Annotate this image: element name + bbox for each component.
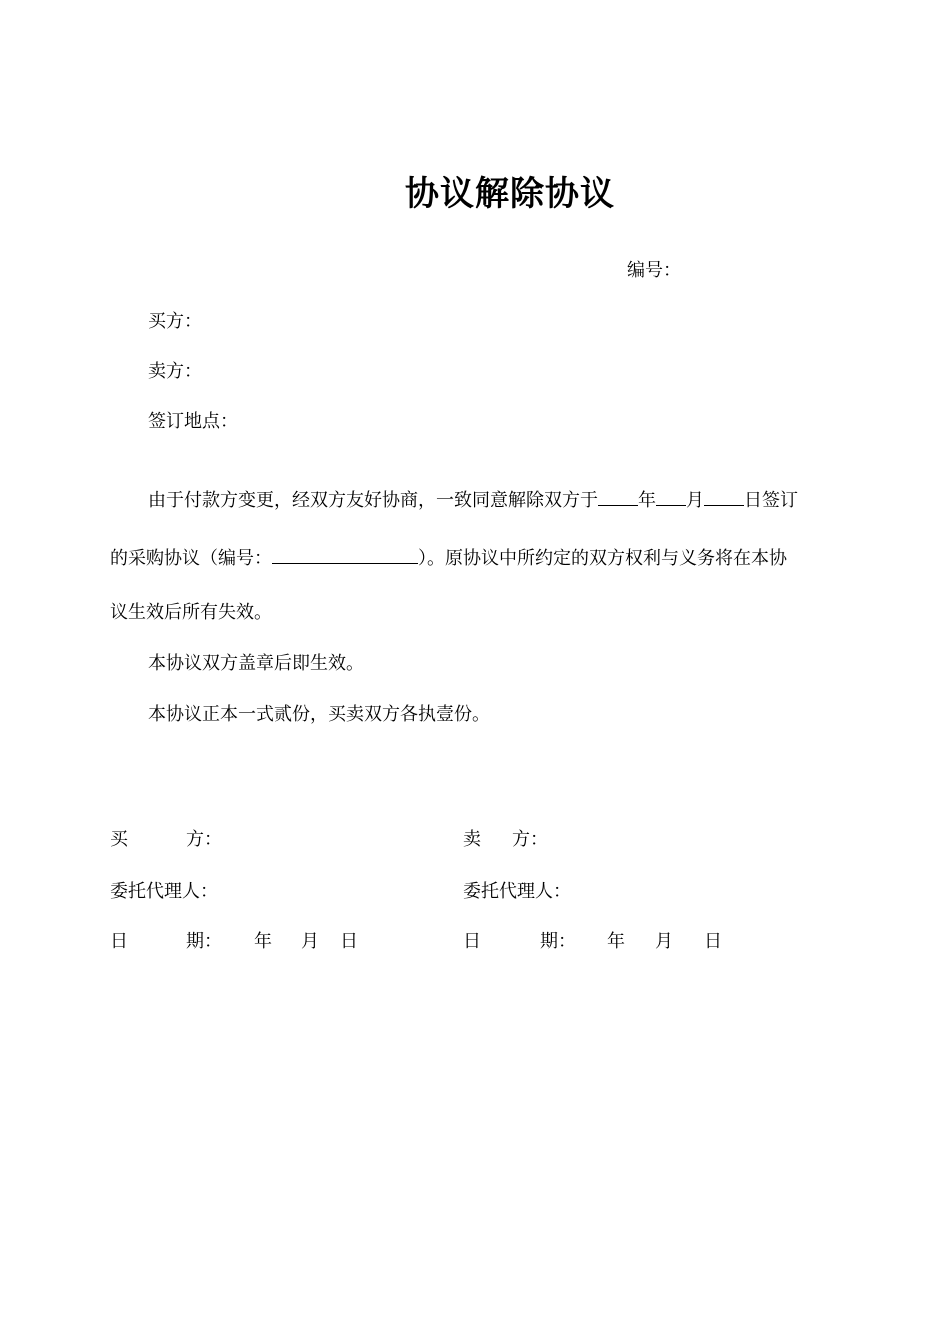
paragraph-1-text-a: 由于付款方变更，经双方友好协商，一致同意解除双方于 [148, 490, 598, 511]
buyer-label: 买方： [148, 311, 202, 332]
paragraph-1-month: 月 [686, 490, 704, 511]
paragraph-1-line-1 [148, 487, 798, 512]
seller-date-char-2: 期： [540, 931, 576, 952]
document-title: 协议解除协议 [405, 174, 615, 214]
seller-agent-label: 委托代理人： [463, 881, 571, 902]
buyer-agent-label: 委托代理人： [110, 881, 218, 902]
seller-label: 卖方： [148, 361, 202, 382]
paragraph-2: 本协议双方盖章后即生效。 [148, 653, 364, 674]
day-blank [704, 487, 744, 506]
paragraph-1-line-3: 议生效后所有失效。 [110, 602, 272, 623]
paragraph-1-line-2 [110, 545, 787, 570]
number-label: 编号： [627, 260, 681, 281]
buyer-signature-char-2: 方： [186, 829, 222, 850]
buyer-date-month: 月 [301, 931, 319, 952]
buyer-date-day: 日 [340, 931, 358, 952]
seller-signature-char-2: 方： [512, 829, 548, 850]
paragraph-1-day: 日签订 [744, 490, 798, 511]
paragraph-1-text-b: 的采购协议（编号： [110, 548, 272, 569]
contract-number-blank [272, 545, 418, 564]
paragraph-3: 本协议正本一式贰份，买卖双方各执壹份。 [148, 704, 490, 725]
paragraph-1-year: 年 [638, 490, 656, 511]
buyer-signature-char-1: 买 [110, 829, 128, 850]
seller-date-day: 日 [704, 931, 722, 952]
buyer-date-year: 年 [254, 931, 272, 952]
seller-date-month: 月 [655, 931, 673, 952]
signing-place-label: 签订地点： [148, 411, 238, 432]
seller-date-year: 年 [607, 931, 625, 952]
buyer-date-char-1: 日 [110, 931, 128, 952]
paragraph-1-text-c: ）。原协议中所约定的双方权利与义务将在本协 [418, 548, 787, 569]
year-blank [598, 487, 638, 506]
buyer-date-char-2: 期： [186, 931, 222, 952]
month-blank [656, 487, 686, 506]
seller-date-char-1: 日 [463, 931, 481, 952]
seller-signature-char-1: 卖 [463, 829, 481, 850]
